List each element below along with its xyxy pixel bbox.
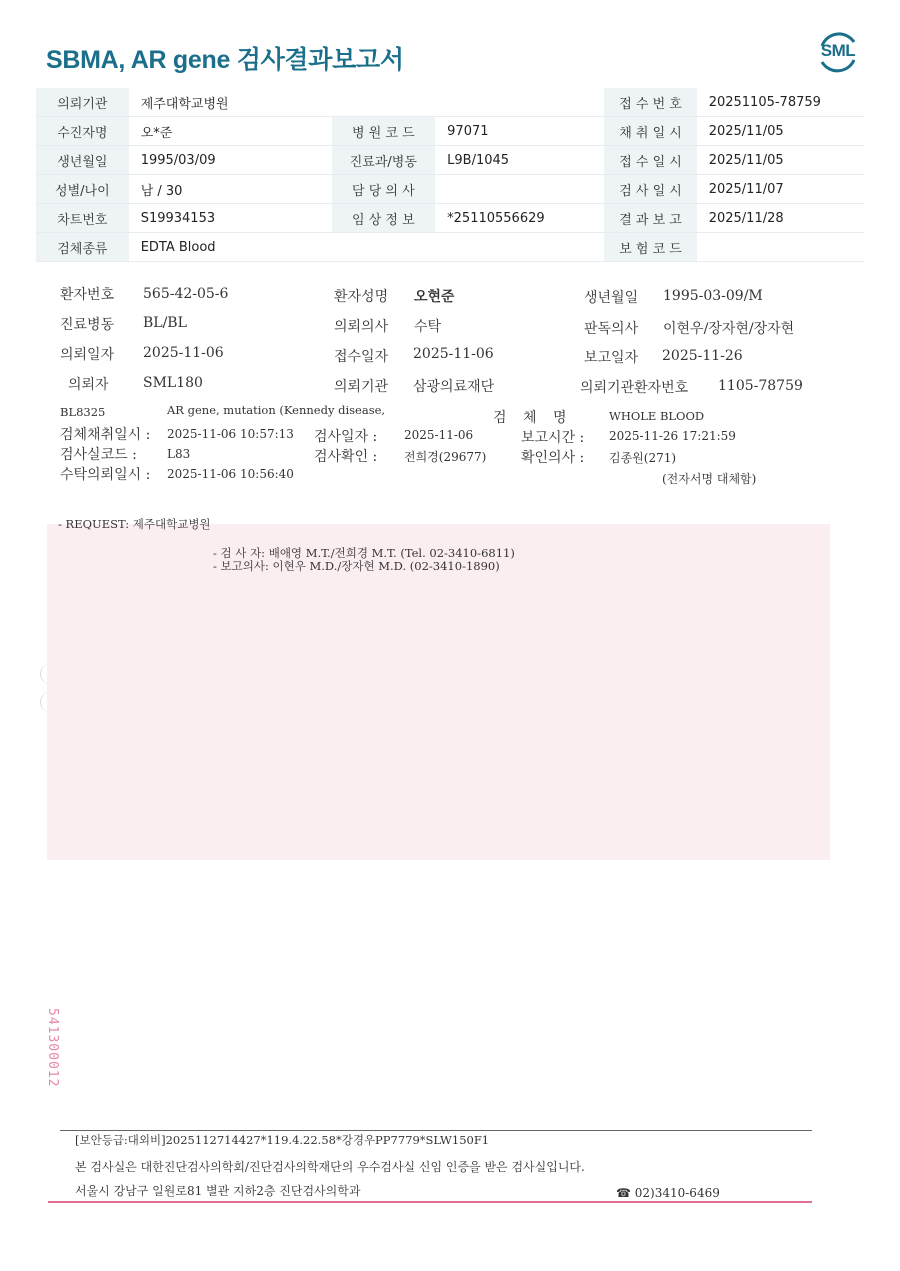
patient-no: 565-42-05-6 <box>143 286 229 302</box>
info-label: 병 원 코 드 <box>332 117 436 146</box>
birth-label: 생년월일 <box>584 290 639 306</box>
side-serial-text: 541300012 <box>45 1008 60 1088</box>
info-label: 진료과/병동 <box>332 146 436 175</box>
report-date: 2025-11-26 <box>662 348 743 364</box>
requester-label: 의뢰자 <box>68 377 109 393</box>
report-body-area <box>47 524 830 860</box>
info-label: 채 취 일 시 <box>604 117 696 146</box>
info-row <box>36 88 864 117</box>
info-label: 차트번호 <box>36 204 129 233</box>
info-label: 결 과 보 고 <box>604 204 696 233</box>
info-label: 담 당 의 사 <box>332 175 436 204</box>
info-label: 접 수 일 시 <box>604 146 696 175</box>
phone-line: ☎ 02)3410-6469 <box>616 1186 720 1200</box>
report-time-label: 보고시간 : <box>521 430 585 446</box>
info-label <box>332 88 436 117</box>
req-date-label: 의뢰일자 <box>60 347 115 363</box>
inst-patient-no: 1105-78759 <box>718 378 803 394</box>
info-value: 2025/11/05 <box>697 117 864 146</box>
info-value: 남 / 30 <box>129 175 332 204</box>
address-line: 서울시 강남구 일원로81 별관 지하2층 진단검사의학과 <box>75 1184 361 1198</box>
recv-date: 2025-11-06 <box>413 346 494 362</box>
reading-doctor-label: 판독의사 <box>584 321 639 337</box>
page-edge-mark <box>40 692 55 712</box>
info-value: L9B/1045 <box>435 146 604 175</box>
info-label: 임 상 정 보 <box>332 204 436 233</box>
info-label: 보 험 코 드 <box>604 233 696 262</box>
specimen: WHOLE BLOOD <box>609 409 705 423</box>
req-inst-label: 의뢰기관 <box>334 379 389 395</box>
info-value: 제주대학교병원 <box>129 88 332 117</box>
requester: SML180 <box>143 375 203 391</box>
patient-name-label: 환자성명 <box>334 289 389 305</box>
req-inst: 삼광의료재단 <box>413 379 495 395</box>
info-value: 20251105-78759 <box>697 88 864 117</box>
room-code: L83 <box>167 447 191 461</box>
info-value: 97071 <box>435 117 604 146</box>
req-date: 2025-11-06 <box>143 345 224 361</box>
confirm-label: 검사확인 : <box>314 449 378 465</box>
security-line: [보안등급:대외비]2025112714427*119.4.22.58*강경우PP7779*SLW150F1 <box>75 1133 490 1147</box>
info-value: S19934153 <box>129 204 332 233</box>
request-line: - REQUEST: 제주대학교병원 <box>58 517 211 531</box>
req-doctor: 수탁 <box>414 319 442 335</box>
report-time: 2025-11-26 17:21:59 <box>609 429 736 443</box>
test-date: 2025-11-06 <box>404 428 474 442</box>
confirm: 전희경(29677) <box>404 450 487 464</box>
report-date-label: 보고일자 <box>584 350 639 366</box>
info-label: 성별/나이 <box>36 175 129 204</box>
footer-bottom-rule <box>48 1201 812 1203</box>
certification-line: 본 검사실은 대한진단검사의학회/진단검사의학재단의 우수검사실 신임 인증을 받은 검사실입니다. <box>75 1160 585 1174</box>
info-value: 2025/11/28 <box>697 204 864 233</box>
info-value: 오*준 <box>129 117 332 146</box>
info-label: 검체종류 <box>36 233 129 262</box>
room-code-label: 검사실코드 : <box>60 447 137 463</box>
info-row <box>36 117 864 146</box>
confirm-doc: 김종원(271) <box>609 451 677 465</box>
info-value: 1995/03/09 <box>129 146 332 175</box>
test-name: AR gene, mutation (Kennedy disease, <box>167 403 386 417</box>
info-value <box>435 233 604 262</box>
info-value <box>435 88 604 117</box>
consign-datetime: 2025-11-06 10:56:40 <box>167 467 294 481</box>
ward: BL/BL <box>143 315 187 331</box>
info-value <box>697 233 864 262</box>
sml-logo <box>814 28 862 76</box>
reporter-line: - 보고의사: 이현우 M.D./장자현 M.D. (02-3410-1890) <box>213 559 500 573</box>
patient-info-table <box>36 88 864 262</box>
info-value <box>435 175 604 204</box>
specimen-label: 검 체 명 <box>493 410 573 426</box>
consign-label: 수탁의뢰일시 : <box>60 467 151 483</box>
info-label: 검 사 일 시 <box>604 175 696 204</box>
info-value: 2025/11/05 <box>697 146 864 175</box>
side-serial-number <box>38 1008 68 1108</box>
patient-no-label: 환자번호 <box>60 287 115 303</box>
page-edge-mark <box>40 664 55 684</box>
info-label: 수진자명 <box>36 117 129 146</box>
info-row <box>36 233 864 262</box>
page-title: SBMA, AR gene 검사결과보고서 <box>46 46 404 74</box>
info-label <box>332 233 436 262</box>
logo-text: SML <box>820 41 856 60</box>
collect-label: 검체채취일시 : <box>60 427 151 443</box>
info-value: 2025/11/07 <box>697 175 864 204</box>
e-signature-note: (전자서명 대체함) <box>662 472 757 486</box>
info-row <box>36 146 864 175</box>
birth: 1995-03-09/M <box>663 288 763 304</box>
info-label: 생년월일 <box>36 146 129 175</box>
ward-label: 진료병동 <box>60 317 115 333</box>
patient-name: 오현준 <box>414 289 455 305</box>
info-value: *25110556629 <box>435 204 604 233</box>
info-row <box>36 204 864 233</box>
footer-top-rule <box>60 1130 812 1131</box>
info-row <box>36 175 864 204</box>
req-doctor-label: 의뢰의사 <box>334 319 389 335</box>
reading-doctor: 이현우/장자현/장자현 <box>663 321 795 337</box>
collect-datetime: 2025-11-06 10:57:13 <box>167 427 294 441</box>
confirm-doc-label: 확인의사 : <box>521 450 585 466</box>
info-value: EDTA Blood <box>129 233 332 262</box>
info-label: 의뢰기관 <box>36 88 129 117</box>
recv-date-label: 접수일자 <box>334 349 389 365</box>
test-code: BL8325 <box>60 405 106 419</box>
test-date-label: 검사일자 : <box>314 429 378 445</box>
inst-patient-no-label: 의뢰기관환자번호 <box>580 380 689 396</box>
info-label: 접 수 번 호 <box>604 88 696 117</box>
tester-line: - 검 사 자: 배애영 M.T./전희경 M.T. (Tel. 02-3410-6811) <box>213 546 515 560</box>
